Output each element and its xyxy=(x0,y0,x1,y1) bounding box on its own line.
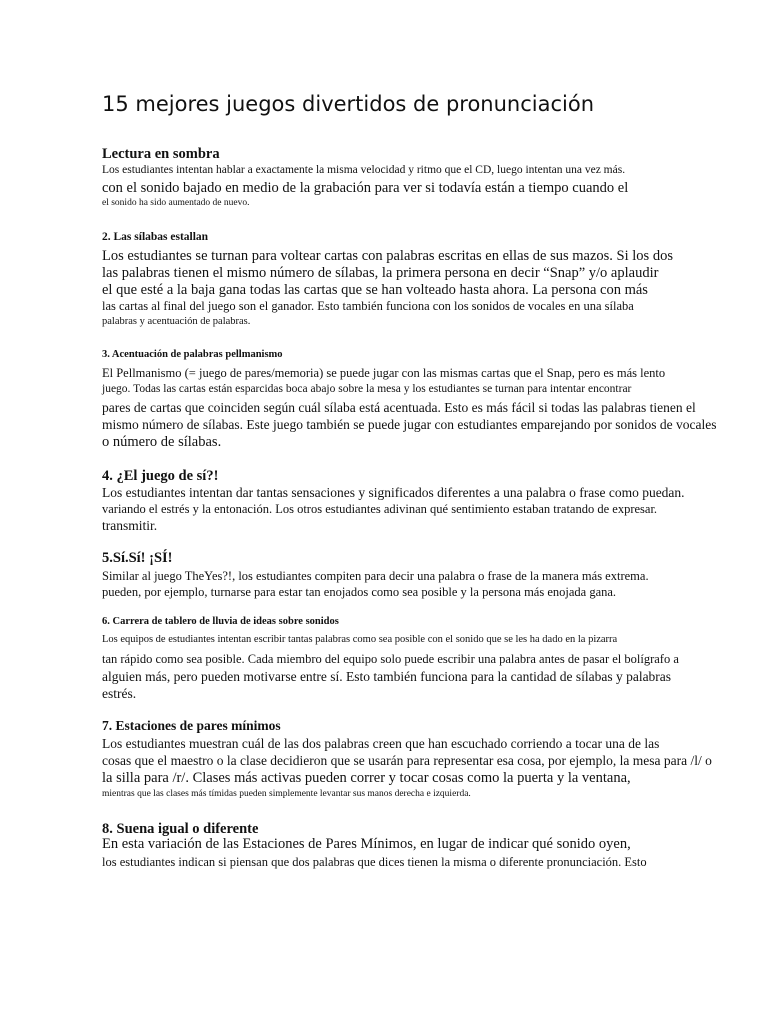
section-heading: 7. Estaciones de pares mínimos xyxy=(102,718,281,733)
section-heading: 3. Acentuación de palabras pellmanismo xyxy=(102,349,283,360)
paragraph-line: cosas que el maestro o la clase decidieron que se usarán para representar esa cosa, por ejemplo, la mesa para /l/ o xyxy=(102,753,712,768)
section-heading: 6. Carrera de tablero de lluvia de ideas sobre sonidos xyxy=(102,616,339,627)
paragraph-line: las cartas al final del juego son el ganador. Esto también funciona con los sonidos de vocales en una sílaba xyxy=(102,299,634,313)
paragraph-line: con el sonido bajado en medio de la grabación para ver si todavía están a tiempo cuando el xyxy=(102,180,629,196)
paragraph-line: transmitir. xyxy=(102,518,158,533)
paragraph-line: pueden, por ejemplo, turnarse para estar tan enojados como sea posible y la persona más enojada gana. xyxy=(102,585,617,599)
paragraph-line: juego. Todas las cartas están esparcidas boca abajo sobre la mesa y los estudiantes se turnan para intentar encontrar xyxy=(102,383,632,395)
paragraph-line: Los equipos de estudiantes intentan escribir tantas palabras como sea posible con el sonido que se les ha dado en la pizarra xyxy=(102,634,618,645)
paragraph-line: Los estudiantes muestran cuál de las dos palabras creen que han escuchado corriendo a tocar una de las xyxy=(102,736,660,751)
paragraph-line: pares de cartas que coinciden según cuál sílaba está acentuada. Esto es más fácil si todas las palabras tienen el xyxy=(102,400,696,415)
paragraph-line: tan rápido como sea posible. Cada miembro del equipo solo puede escribir una palabra antes de pasar el bolígrafo a xyxy=(102,652,679,666)
section-heading: 2. Las sílabas estallan xyxy=(102,231,209,243)
section-heading: 5.Sí.Sí! ¡SÍ! xyxy=(102,550,173,566)
paragraph-line: las palabras tienen el mismo número de sílabas, la primera persona en decir “Snap” y/o aplaudir xyxy=(102,265,659,281)
paragraph-line: El Pellmanismo (= juego de pares/memoria) se puede jugar con las mismas cartas que el Snap, pero es más lento xyxy=(102,366,666,380)
paragraph-line: Similar al juego TheYes?!, los estudiantes compiten para decir una palabra o frase de la manera más extrema. xyxy=(102,569,649,583)
paragraph-line: Los estudiantes intentan hablar a exactamente la misma velocidad y ritmo que el CD, luego intentan una vez más. xyxy=(102,164,626,176)
paragraph-line: mismo número de sílabas. Este juego también se puede jugar con estudiantes emparejando por sonidos de vocales xyxy=(102,417,717,432)
paragraph-line: palabras y acentuación de palabras. xyxy=(102,316,251,327)
paragraph-line: mientras que las clases más tímidas pueden simplemente levantar sus manos derecha e izquierda. xyxy=(102,789,471,799)
paragraph-line: Los estudiantes intentan dar tantas sensaciones y significados diferentes a una palabra o frase como puedan. xyxy=(102,485,685,500)
paragraph-line: el sonido ha sido aumentado de nuevo. xyxy=(102,198,250,208)
page-title: 15 mejores juegos divertidos de pronunciación xyxy=(102,92,595,116)
section-heading: 4. ¿El juego de sí?! xyxy=(102,468,219,484)
section-heading: Lectura en sombra xyxy=(102,146,220,162)
paragraph-line: el que esté a la baja gana todas las cartas que se han volteado hasta ahora. La persona con más xyxy=(102,282,648,298)
paragraph-line: En esta variación de las Estaciones de Pares Mínimos, en lugar de indicar qué sonido oyen, xyxy=(102,836,631,852)
paragraph-line: estrés. xyxy=(102,686,137,701)
paragraph-line: los estudiantes indican si piensan que dos palabras que dices tienen la misma o diferente pronunciación. Esto xyxy=(102,855,647,869)
paragraph-line: la silla para /r/. Clases más activas pueden correr y tocar cosas como la puerta y la ventana, xyxy=(102,770,631,786)
section-heading: 8. Suena igual o diferente xyxy=(102,821,259,837)
paragraph-line: o número de sílabas. xyxy=(102,434,222,450)
paragraph-line: Los estudiantes se turnan para voltear cartas con palabras escritas en ellas de sus mazos. Si los dos xyxy=(102,248,673,264)
paragraph-line: variando el estrés y la entonación. Los otros estudiantes adivinan qué sentimiento estaban tratando de expresar. xyxy=(102,502,658,516)
paragraph-line: alguien más, pero pueden motivarse entre sí. Esto también funciona para la cantidad de sílabas y palabras xyxy=(102,669,672,684)
